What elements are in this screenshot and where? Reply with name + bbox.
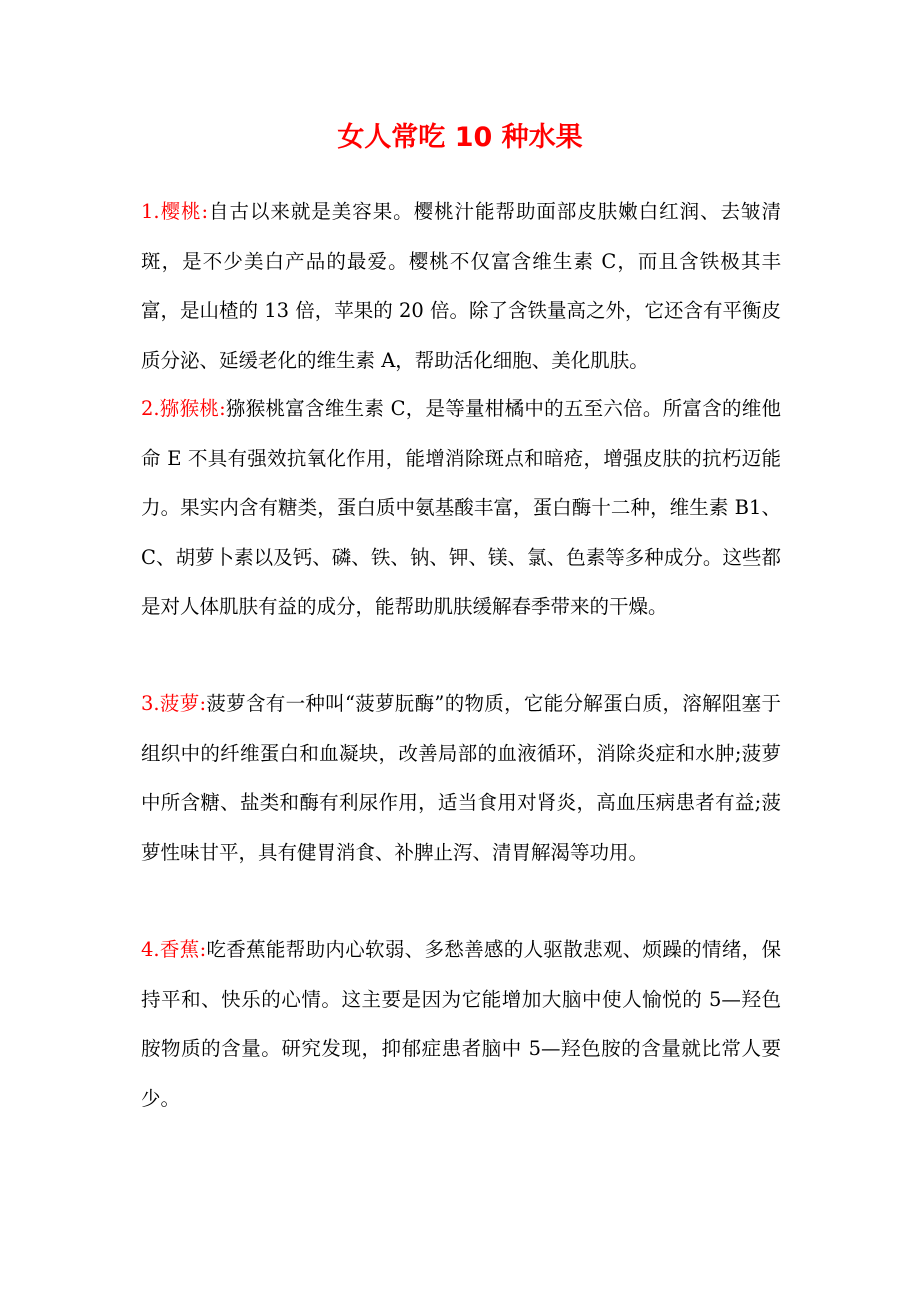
section-label: 3.菠萝: bbox=[141, 692, 207, 715]
section-text: 菠萝含有一种叫“菠萝朊酶”的物质，它能分解蛋白质，溶解阻塞于组织中的纤维蛋白和血凝块，改善局部的血液循环，消除炎症和水肿;菠萝中所含糖、盐类和酶有利尿作用，适当食用对肾炎，高血压病患者有益;菠萝性味甘平，具有健胃消食、补脾止泻、清胃解渴等功用。 bbox=[141, 692, 781, 864]
section-banana bbox=[141, 925, 781, 1123]
section-text: 自古以来就是美容果。樱桃汁能帮助面部皮肤嫩白红润、去皱清斑，是不少美白产品的最爱。樱桃不仅富含维生素 C，而且含铁极其丰富，是山楂的 13 倍，苹果的 20 倍。除了含铁量高之外，它还含有平衡皮质分泌、延缓老化的维生素 A，帮助活化细胞、美化肌肤。 bbox=[141, 200, 781, 372]
document-title: 女人常吃 10 种水果 bbox=[337, 122, 583, 153]
section-text: 猕猴桃富含维生素 C，是等量柑橘中的五至六倍。所富含的维他命 E 不具有强效抗氧化作用，能增消除斑点和暗疮，增强皮肤的抗朽迈能力。果实内含有糖类，蛋白质中氨基酸丰富，蛋白酶十二种，维生素 B1、C、胡萝卜素以及钙、磷、铁、钠、钾、镁、氯、色素等多种成分。这些都是对人体肌肤有益的成分，能帮助肌肤缓解春季带来的干燥。 bbox=[141, 397, 781, 619]
section-label: 1.樱桃: bbox=[141, 200, 209, 223]
section-pineapple bbox=[141, 679, 781, 877]
section-label: 4.香蕉: bbox=[141, 938, 207, 961]
section-kiwi bbox=[141, 384, 781, 632]
section-text: 吃香蕉能帮助内心软弱、多愁善感的人驱散悲观、烦躁的情绪，保持平和、快乐的心情。这主要是因为它能增加大脑中使人愉悦的 5—羟色胺物质的含量。研究发现，抑郁症患者脑中 5—羟色胺的含量就比常人要少。 bbox=[141, 938, 781, 1110]
section-label: 2.猕猴桃: bbox=[141, 397, 226, 420]
section-cherry bbox=[141, 187, 781, 385]
